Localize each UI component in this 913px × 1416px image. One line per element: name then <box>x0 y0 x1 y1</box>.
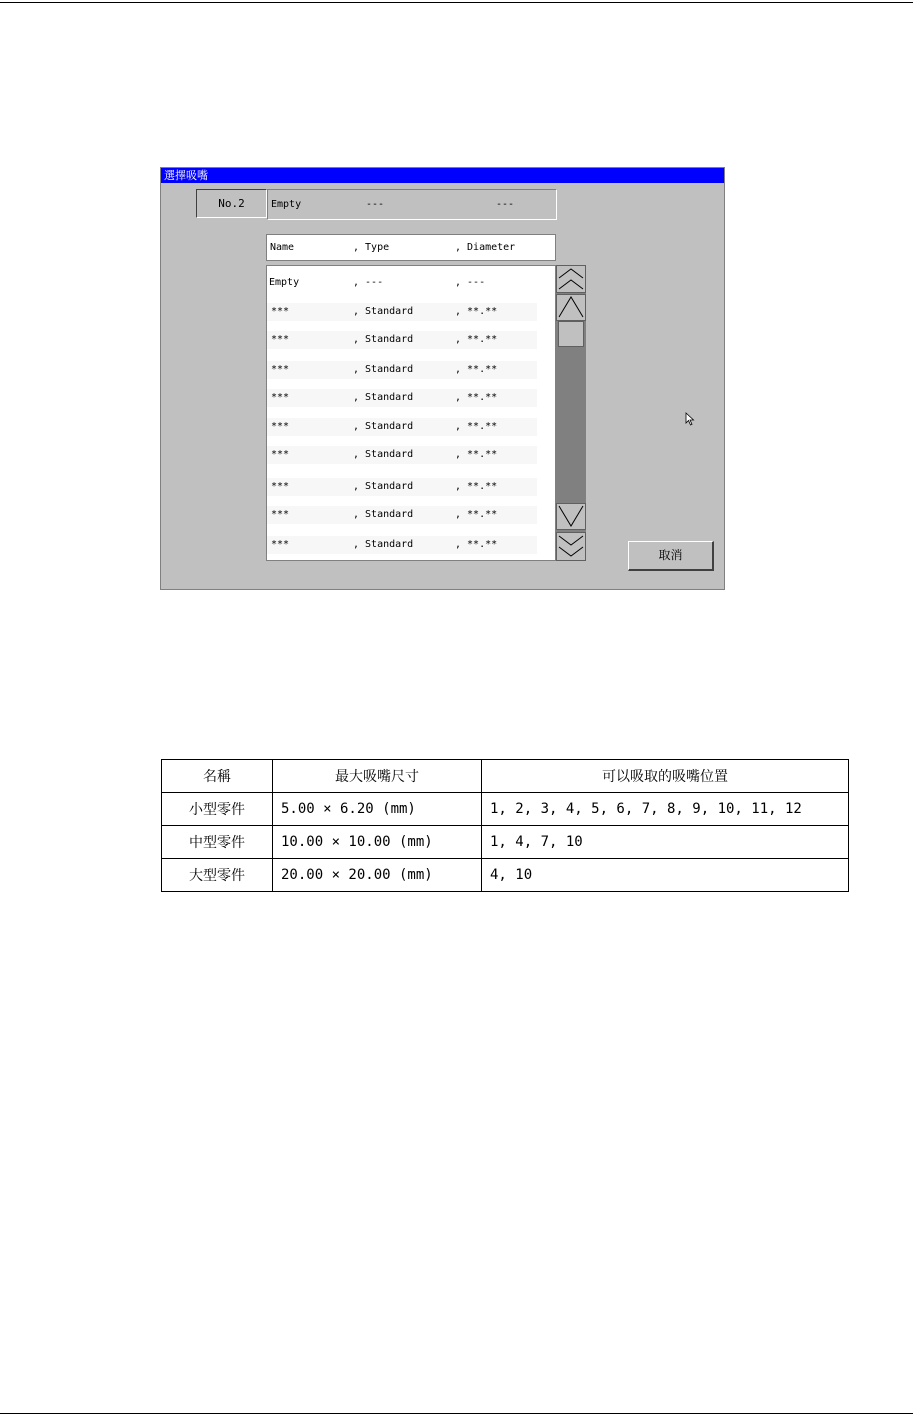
nozzle-select-dialog <box>160 167 725 590</box>
scroll-top-button[interactable] <box>556 265 586 293</box>
triangle-down-icon <box>557 504 585 529</box>
list-item[interactable]: *** , Standard , **.** <box>267 506 537 524</box>
selected-nozzle-number: No.2 <box>196 189 267 218</box>
col-header-max-size: 最大吸嘴尺寸 <box>273 760 482 793</box>
bottom-rule <box>0 1413 913 1414</box>
dialog-title: 選擇吸嘴 <box>161 168 724 183</box>
top-rule <box>0 2 913 3</box>
list-scrollbar[interactable] <box>556 265 586 561</box>
header-diameter: , Diameter <box>455 242 516 253</box>
selected-type: --- <box>366 199 385 210</box>
col-header-name: 名稱 <box>162 760 273 793</box>
selected-diameter: --- <box>496 199 515 210</box>
scroll-thumb[interactable] <box>558 321 584 347</box>
list-item[interactable]: *** , Standard , **.** <box>267 478 537 496</box>
header-name: Name <box>270 242 295 253</box>
triangle-up-icon <box>557 295 585 320</box>
selected-name: Empty <box>271 199 302 210</box>
list-item[interactable]: *** , Standard , **.** <box>267 303 537 321</box>
table-row: 大型零件 20.00 × 20.00 (mm) 4, 10 <box>162 859 849 892</box>
list-item[interactable]: *** , Standard , **.** <box>267 331 537 349</box>
table-header-row <box>162 760 849 793</box>
table-row: 小型零件 5.00 × 6.20 (mm) 1, 2, 3, 4, 5, 6, 7, 8, 9, 10, 11, 12 <box>162 793 849 826</box>
list-item[interactable]: *** , Standard , **.** <box>267 536 537 554</box>
list-item[interactable]: Empty , --- , --- <box>269 277 486 288</box>
list-item[interactable]: *** , Standard , **.** <box>267 446 537 464</box>
list-item[interactable]: *** , Standard , **.** <box>267 389 537 407</box>
double-chevron-up-icon <box>557 266 585 292</box>
scroll-down-button[interactable] <box>556 503 586 530</box>
col-header-positions: 可以吸取的吸嘴位置 <box>482 760 849 793</box>
selected-nozzle-info <box>267 189 557 220</box>
double-chevron-down-icon <box>557 533 585 560</box>
nozzle-size-table <box>161 759 849 892</box>
header-type: , Type <box>353 242 390 253</box>
list-header <box>266 234 556 261</box>
list-item[interactable]: *** , Standard , **.** <box>267 418 537 436</box>
scroll-up-button[interactable] <box>556 294 586 321</box>
table-row: 中型零件 10.00 × 10.00 (mm) 1, 4, 7, 10 <box>162 826 849 859</box>
cancel-button[interactable]: 取消 <box>628 541 714 571</box>
scroll-bottom-button[interactable] <box>556 532 586 561</box>
mouse-cursor-icon <box>685 412 695 426</box>
nozzle-list <box>266 265 556 561</box>
list-item[interactable]: *** , Standard , **.** <box>267 361 537 379</box>
